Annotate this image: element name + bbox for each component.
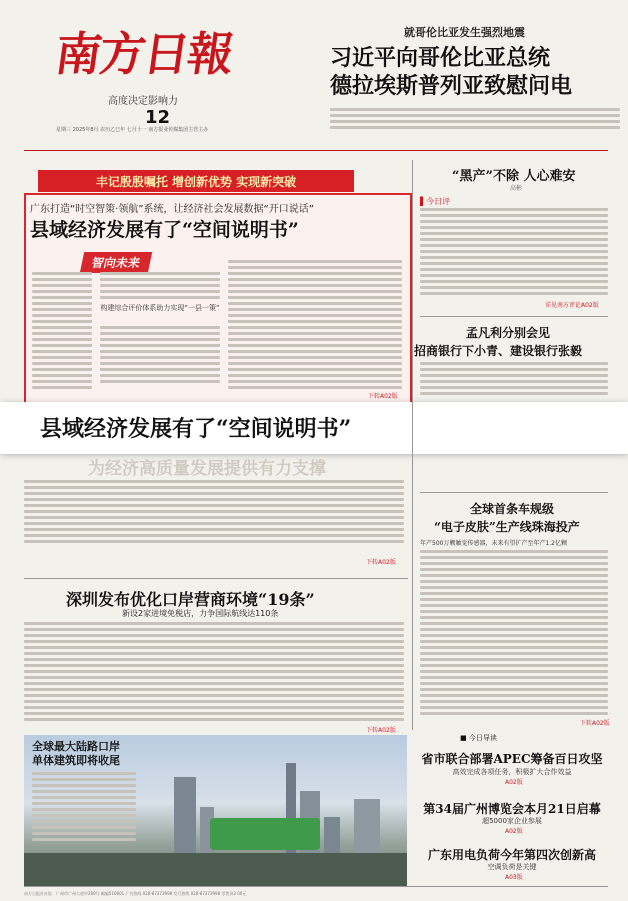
- commentary-label: ▌今日评: [420, 197, 451, 206]
- ghost-headline: 为经济高质量发展提供有力支撑: [88, 459, 326, 479]
- feature-column-3: [228, 260, 402, 392]
- brief-3-jump[interactable]: A03版: [505, 874, 523, 881]
- bank-headline-line1[interactable]: 孟凡利分别会见: [466, 326, 551, 340]
- brief-2-sub: 超5000家企业参展: [482, 817, 542, 825]
- ev-headline-line1[interactable]: 全球首条车规级: [470, 502, 555, 516]
- brief-2-jump[interactable]: A02版: [505, 828, 523, 835]
- shenzhen-body: [24, 622, 404, 726]
- lead-body-text: [330, 108, 620, 138]
- feature-headline[interactable]: 县域经济发展有了“空间说明书”: [30, 219, 299, 241]
- bank-body: [420, 362, 608, 400]
- lead-kicker: 就哥伦比亚发生强烈地震: [404, 26, 525, 39]
- shenzhen-jump-link[interactable]: 下转A02版: [366, 727, 396, 734]
- commentary-label-text: 今日评: [426, 197, 451, 206]
- brief-1-title[interactable]: 省市联合部署APEC筹备百日攻坚: [421, 752, 603, 766]
- ev-subhead: 年产500万颗触觉传感器，未来有望扩产至年产1.2亿颗: [420, 540, 567, 547]
- commentary-jump-link[interactable]: 详见南方评论A02版: [545, 302, 599, 309]
- logo-text: 南方日報: [51, 27, 236, 81]
- brief-2-title[interactable]: 第34届广州博览会本月21日启幕: [423, 802, 601, 816]
- shenzhen-headline[interactable]: 深圳发布优化口岸营商环境“19条”: [66, 590, 315, 609]
- feature-subhead: 构建综合评价体系助力实现“一县一策”: [100, 304, 220, 312]
- photo-caption-line2: 单体建筑即将收尾: [32, 754, 120, 767]
- commentary-body: [420, 208, 608, 298]
- bank-headline-line2[interactable]: 招商银行下小青、建设银行张毅: [414, 344, 583, 358]
- ev-jump-link[interactable]: 下转A02版: [580, 720, 610, 727]
- briefs-label: ■ 今日导读: [460, 734, 497, 742]
- masthead-meta: 星期三 2025年8月 农历乙巳年 七月十一 南方报业传媒集团主管主办: [56, 127, 209, 133]
- lead-headline[interactable]: [330, 44, 620, 100]
- footer-info: 南方日报社社址：广州市广州大道中289号 邮编510601 广告热线 020-87373998 发行热线 020-87373998 零售价2.00元: [24, 891, 247, 896]
- photo-caption: [32, 740, 136, 768]
- brief-1-sub: 高效完成各项任务，积极扩大合作效益: [452, 768, 572, 776]
- zoom-jump-link[interactable]: 下转A02版: [366, 559, 396, 566]
- photo-caption-body: [32, 772, 136, 844]
- feature-column-1: [32, 272, 92, 396]
- ev-body: [420, 550, 608, 720]
- brief-3-sub: 空调负荷是关键: [487, 863, 537, 871]
- masthead-logo[interactable]: [51, 18, 236, 88]
- briefs-label-text: 今日导读: [468, 734, 497, 742]
- shenzhen-subhead: 新设2家进境免税店，力争国际航线达110条: [122, 609, 279, 618]
- feature-tag: 智向未来: [80, 252, 152, 273]
- feature-column-2b: [100, 326, 220, 392]
- zoom-headline: 县域经济发展有了“空间说明书”: [40, 416, 352, 442]
- feature-continued-body: [24, 480, 404, 550]
- brief-3-title[interactable]: 广东用电负荷今年第四次创新高: [427, 848, 596, 862]
- commentary-headline[interactable]: “黑产”不除 人心难安: [452, 169, 576, 184]
- brief-1-jump[interactable]: A02版: [505, 779, 523, 786]
- port-building-roof: [210, 818, 320, 850]
- photo-caption-line1: 全球最大陆路口岸: [32, 740, 120, 753]
- masthead-slogan: 高度决定影响力: [108, 96, 178, 107]
- feature-kicker: 广东打造“时空智策·领航”系统，让经济社会发展数据“开口说话”: [30, 204, 314, 215]
- feature-jump-link[interactable]: 下转A02版: [368, 393, 398, 400]
- ev-headline-line2[interactable]: “电子皮肤”生产线珠海投产: [434, 520, 580, 534]
- commentary-byline: 高彬: [510, 185, 523, 192]
- feature-column-2a: [100, 272, 220, 302]
- issue-number: 12: [145, 107, 171, 128]
- lead-headline-line1: 习近平向哥伦比亚总统: [330, 45, 551, 71]
- lead-headline-line2: 德拉埃斯普列亚致慰问电: [330, 73, 573, 99]
- slogan-banner: 丰记殷殷嘱托 增创新优势 实现新突破: [38, 170, 354, 192]
